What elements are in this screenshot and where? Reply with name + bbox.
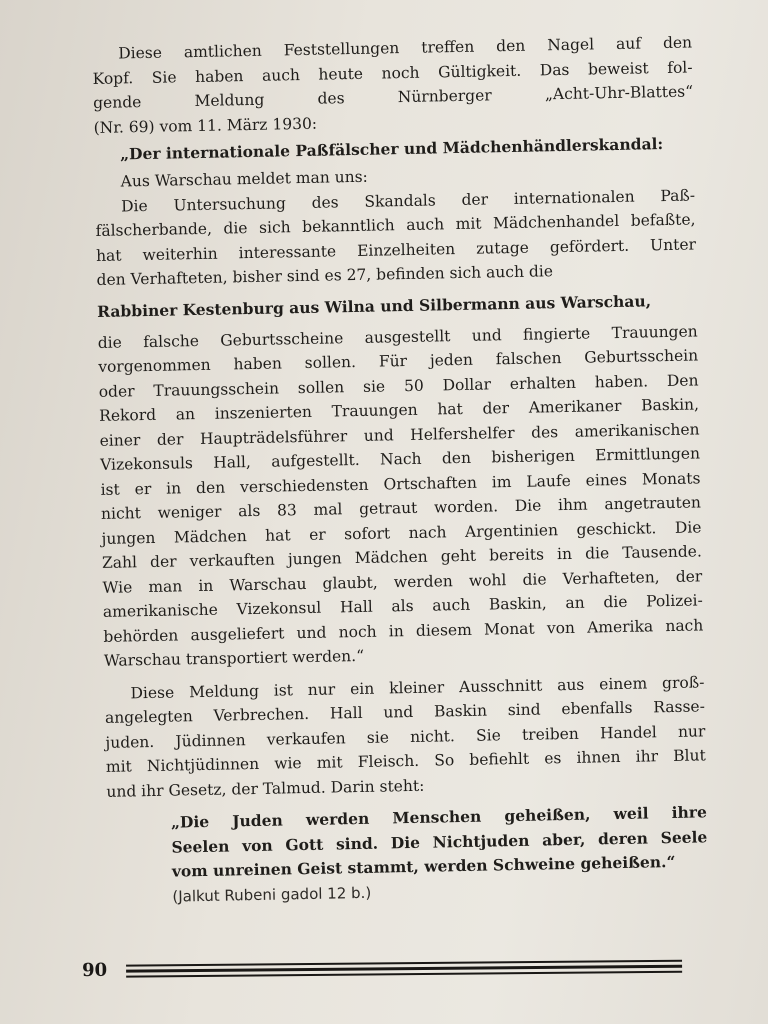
text-line: „Der internationale Paßfälscher und Mädchenhändlerskandal: xyxy=(119,134,664,164)
text-line: den Verhafteten, bisher sind es 27, befinden sich auch die xyxy=(96,262,554,289)
paragraph xyxy=(92,30,694,140)
paragraph xyxy=(104,670,706,804)
text-line: ist er in den verschiedensten Ortschaften im Laufe eines Monats xyxy=(100,468,701,499)
text-line: Aus Warschau meldet man uns: xyxy=(120,167,368,191)
quotation xyxy=(107,800,708,885)
text-line: juden. Jüdinnen verkaufen sie nicht. Sie treiben Handel nur xyxy=(105,721,706,752)
text-line: „Die Juden werden Menschen geheißen, weil ihre xyxy=(170,802,708,832)
text-line: angelegten Verbrechen. Hall und Baskin sind ebenfalls Rasse- xyxy=(104,697,706,727)
text-line: Diese amtlichen Feststellungen treffen den Nagel auf den xyxy=(118,33,693,63)
text-line: Wie man in Warschau glaubt, werden wohl die Verhafteten, der xyxy=(102,566,703,597)
text-line: (Nr. 69) vom 11. März 1930: xyxy=(93,114,318,137)
text-line: einer der Haupträdelsführer und Helfershelfer des amerikanischen xyxy=(99,419,700,450)
text-line: Die Untersuchung des Skandals der internationalen Paß- xyxy=(120,185,696,215)
text-line: Diese Meldung ist nur ein kleiner Ausschnitt aus einem groß- xyxy=(130,672,705,702)
text-line: Rekord an inszenierten Trauungen hat der Amerikaner Baskin, xyxy=(99,395,700,425)
text-line: Vizekonsuls Hall, aufgestellt. Nach den bisherigen Ermittlungen xyxy=(99,444,701,474)
text-line: behörden ausgeliefert und noch in diesem Monat von Amerika nach xyxy=(103,615,704,646)
citation: (Jalkut Rubeni gadol 12 b.) xyxy=(172,883,372,906)
text-line: und ihr Gesetz, der Talmud. Darin steht: xyxy=(106,776,425,801)
text-line: Rabbiner Kestenburg aus Wilna und Silbermann aus Warschau, xyxy=(96,290,652,321)
text-line: Kopf. Sie haben auch heute noch Gültigkeit. Das beweist fol- xyxy=(92,57,693,88)
text-line: vom unreinen Geist stammt, werden Schweine geheißen.“ xyxy=(171,851,676,881)
footer-rule xyxy=(126,957,682,978)
text-line: vorgenommen haben sollen. Für jeden falschen Geburtsschein xyxy=(98,346,699,376)
text-line: nicht weniger als 83 mal getraut worden. Die ihm angetrauten xyxy=(100,493,702,523)
page-number: 90 xyxy=(82,959,108,981)
text-line: amerikanische Vizekonsul Hall als auch Baskin, an die Polizei- xyxy=(102,591,703,621)
text-line: mit Nichtjüdinnen wie mit Fleisch. So befiehlt es ihnen ihr Blut xyxy=(105,746,706,776)
text-line: die falsche Geburtsscheine ausgestellt und fingierte Trauungen xyxy=(97,321,698,352)
page-text xyxy=(92,30,709,909)
text-line: oder Trauungsschein sollen sie 50 Dollar erhalten haben. Den xyxy=(98,370,699,401)
paragraph xyxy=(95,183,697,293)
text-line: Warschau transportiert werden.“ xyxy=(103,646,365,670)
text-line: gende Meldung des Nürnberger „Acht-Uhr-Blattes“ xyxy=(92,82,694,112)
paragraph xyxy=(98,319,704,673)
text-line: fälscherbande, die sich bekanntlich auch mit Mädchenhandel befaßte, xyxy=(95,210,696,240)
text-line: Zahl der verkauften jungen Mädchen geht bereits in die Tausende. xyxy=(101,542,702,572)
text-line: jungen Mädchen hat er sofort nach Argentinien geschickt. Die xyxy=(101,517,702,548)
text-line: hat weiterhin interessante Einzelheiten zutage gefördert. Unter xyxy=(95,234,697,265)
page-footer xyxy=(82,955,682,981)
text-line: Seelen von Gott sind. Die Nichtjuden aber, deren Seele xyxy=(171,826,708,857)
